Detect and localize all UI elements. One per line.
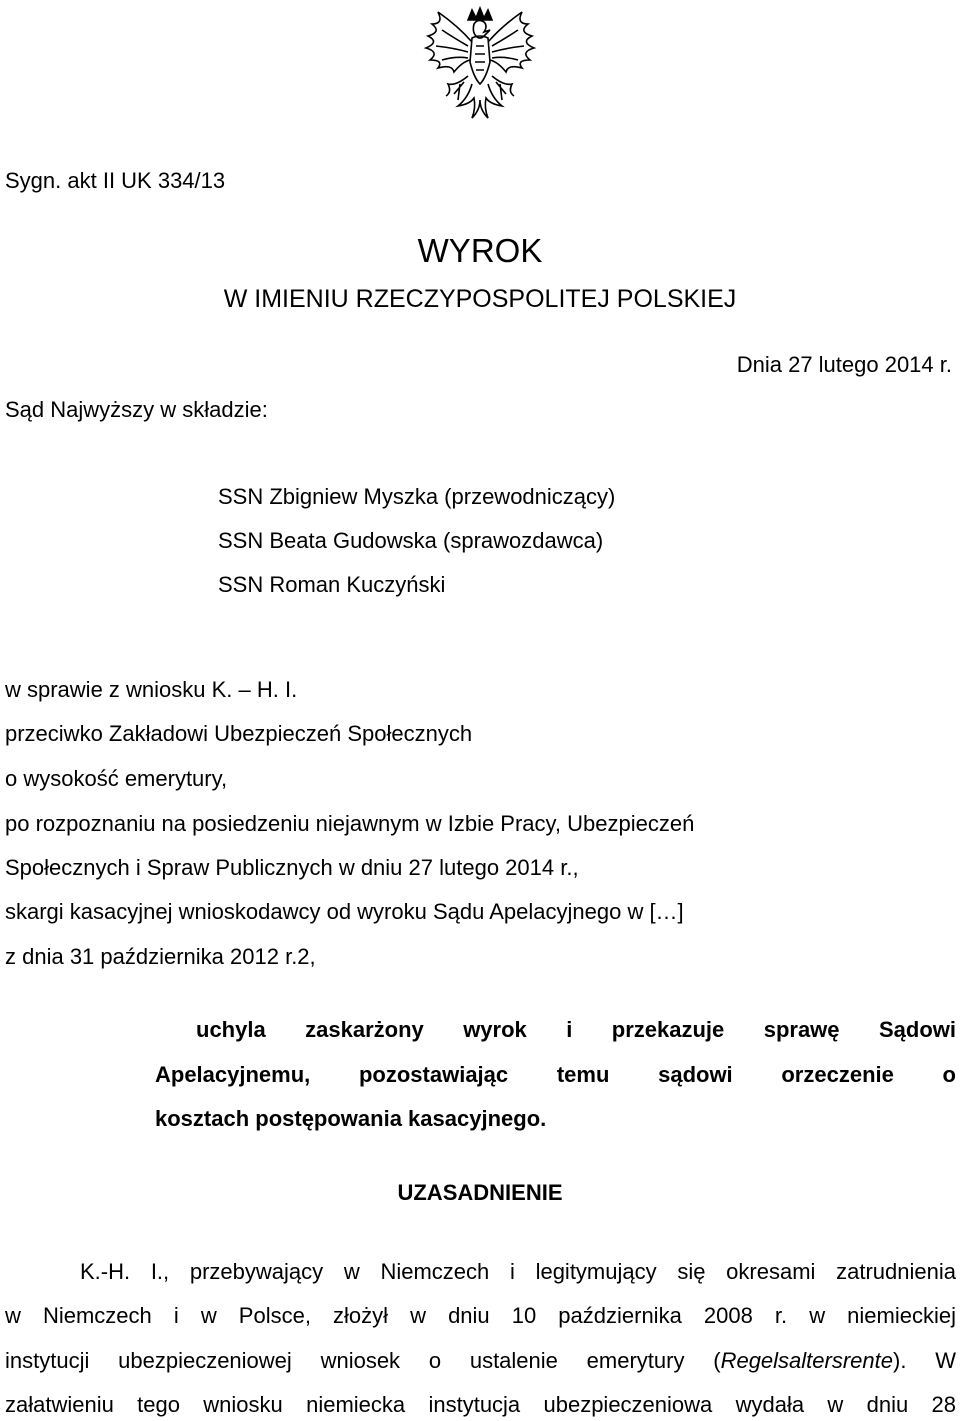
case-intro-line: Społecznych i Spraw Publicznych w dniu 27 lutego 2014 r., xyxy=(5,855,579,880)
case-intro-line: o wysokość emerytury, xyxy=(5,766,228,791)
judge-3: SSN Roman Kuczyński xyxy=(218,572,446,597)
case-intro-line: skargi kasacyjnej wnioskodawcy od wyroku Sądu Apelacyjnego w […] xyxy=(5,899,684,924)
court-label: Sąd Najwyższy w składzie: xyxy=(5,397,268,422)
case-intro-line: przeciwko Zakładowi Ubezpieczeń Społecznych xyxy=(5,721,473,746)
reasons-text: instytucji ubezpieczeniowej wniosek o ustalenie emerytury ( xyxy=(5,1348,721,1373)
reasons-italic-term: Regelsaltersrente xyxy=(720,1348,894,1373)
reasons-heading: UZASADNIENIE xyxy=(397,1180,563,1205)
document-subtitle: W IMIENIU RZECZYPOSPOLITEJ POLSKIEJ xyxy=(223,285,737,313)
case-intro-line: z dnia 31 października 2012 r.2, xyxy=(5,944,316,969)
polish-eagle-emblem-icon xyxy=(418,2,542,130)
ruling-line: Apelacyjnemu, pozostawiając temu sądowi orzeczenie o xyxy=(155,1062,956,1087)
case-intro-line: po rozpoznaniu na posiedzeniu niejawnym w Izbie Pracy, Ubezpieczeń xyxy=(5,811,695,836)
ruling-line: uchyla zaskarżony wyrok i przekazuje sprawę Sądowi xyxy=(196,1017,956,1042)
reasons-line: załatwieniu tego wniosku niemiecka instytucja ubezpieczeniowa wydała w dniu 28 xyxy=(5,1392,956,1417)
judge-2: SSN Beata Gudowska (sprawozdawca) xyxy=(218,528,604,553)
reasons-text: ). W xyxy=(893,1348,956,1373)
case-intro-line: w sprawie z wniosku K. – H. I. xyxy=(5,677,298,702)
ruling-line: kosztach postępowania kasacyjnego. xyxy=(155,1106,547,1131)
reasons-line: K.-H. I., przebywający w Niemczech i legitymujący się okresami zatrudnienia xyxy=(80,1259,956,1284)
document-title: WYROK xyxy=(417,232,543,269)
reasons-line xyxy=(5,1348,956,1374)
judgment-date: Dnia 27 lutego 2014 r. xyxy=(736,352,952,377)
judge-1: SSN Zbigniew Myszka (przewodniczący) xyxy=(218,484,616,509)
reasons-line: w Niemczech i w Polsce, złożył w dniu 10 października 2008 r. w niemieckiej xyxy=(5,1303,956,1328)
case-number: Sygn. akt II UK 334/13 xyxy=(5,168,226,193)
